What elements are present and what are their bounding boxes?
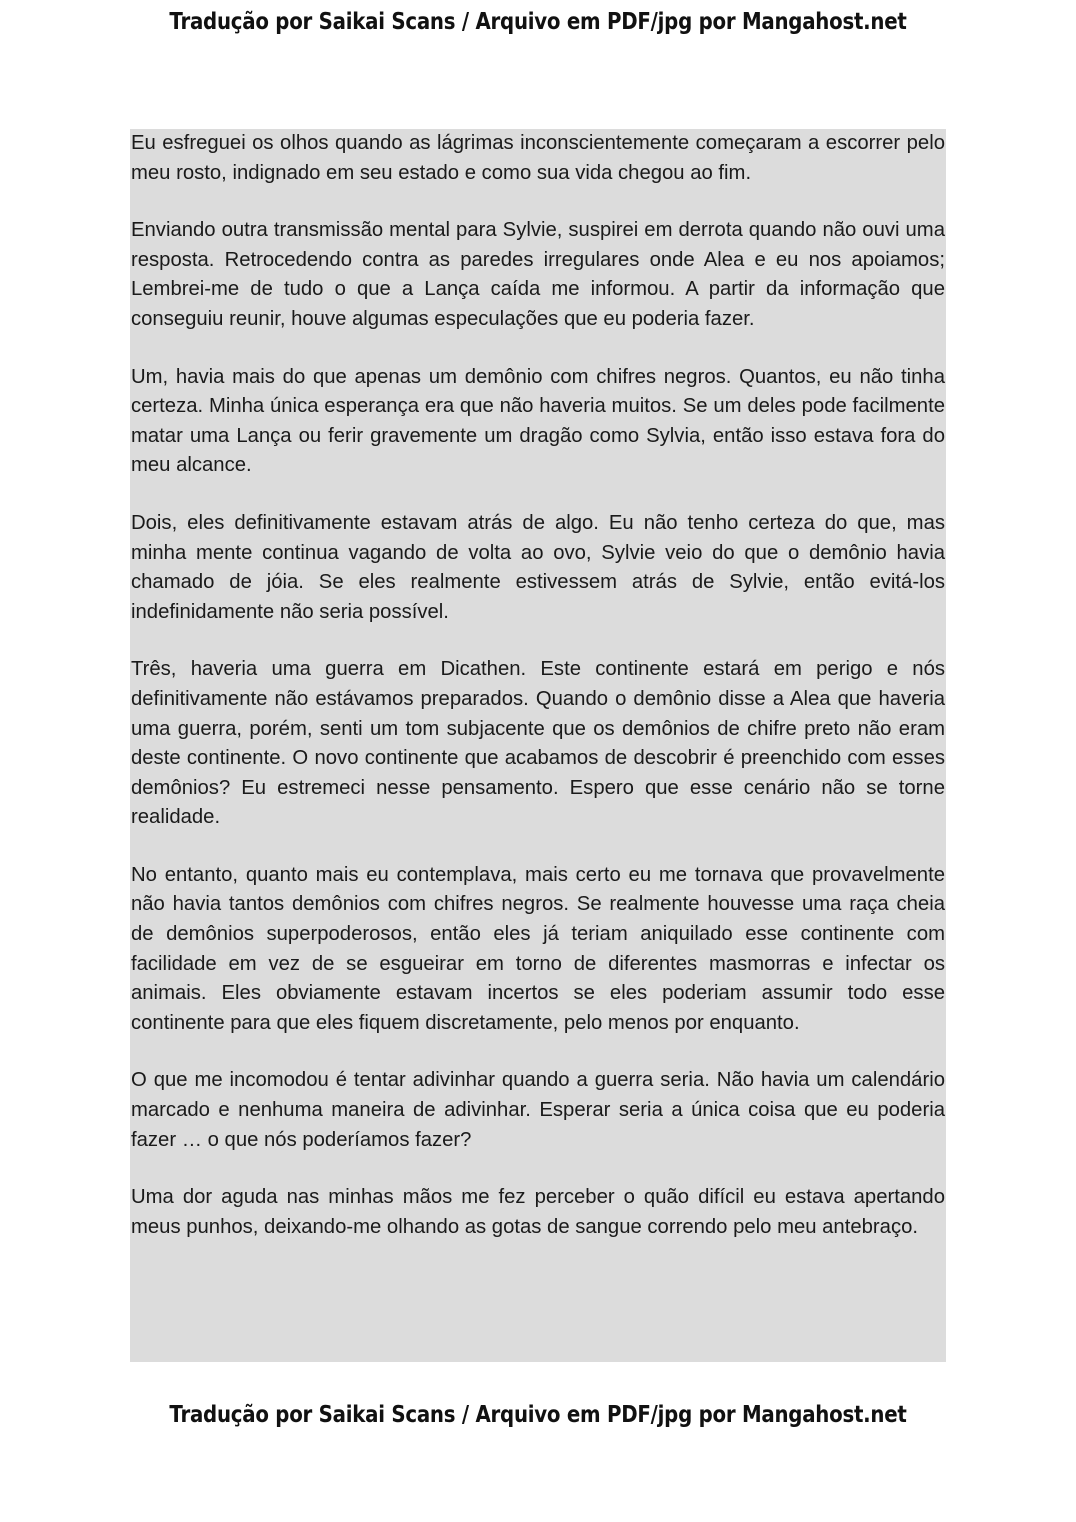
- paragraph-8: Uma dor aguda nas minhas mãos me fez perceber o quão difícil eu estava apertando meus punhos, deixando-me olhando as gotas de sangue correndo pelo meu antebraço.: [131, 1186, 945, 1238]
- text-panel: [130, 129, 946, 1362]
- paragraph-6: No entanto, quanto mais eu contemplava, mais certo eu me tornava que provavelmente não havia tantos demônios com chifres negros. Se realmente houvesse uma raça cheia de demônios superpoderosos, então eles já teriam aniquilado esse continente com facilidade em vez de se esgueirar em torno de diferentes masmorras e infectar os animais. Eles obviamente estavam incertos se eles poderiam assumir todo esse continente para que eles fiquem discretamente, pelo menos por enquanto.: [131, 863, 945, 1034]
- paragraph-7: O que me incomodou é tentar adivinhar quando a guerra seria. Não havia um calendário marcado e nenhuma maneira de adivinhar. Esperar seria a única coisa que eu poderia fazer … o que nós poderíamos fazer?: [131, 1069, 945, 1151]
- paragraph-3: Um, havia mais do que apenas um demônio com chifres negros. Quantos, eu não tinha certeza. Minha única esperança era que não haveria muitos. Se um deles pode facilmente matar uma Lança ou ferir gravemente um dragão como Sylvia, então isso estava fora do meu alcance.: [131, 365, 945, 477]
- paragraph-1: Eu esfreguei os olhos quando as lágrimas inconscientemente começaram a escorrer pelo meu rosto, indignado em seu estado e como sua vida chegou ao fim.: [131, 132, 945, 184]
- header-credit: Tradução por Saikai Scans / Arquivo em PDF/jpg por Mangahost.net: [169, 9, 907, 35]
- paragraph-2: Enviando outra transmissão mental para Sylvie, suspirei em derrota quando não ouvi uma resposta. Retrocedendo contra as paredes irregulares onde Alea e eu nos apoiamos; Lembrei-me de tudo o que a Lança caída me informou. A partir da informação que conseguiu reunir, houve algumas especulações que eu poderia fazer.: [131, 219, 945, 330]
- paragraph-4: Dois, eles definitivamente estavam atrás de algo. Eu não tenho certeza do que, mas minha mente continua vagando de volta ao ovo, Sylvie veio do que o demônio havia chamado de jóia. Se eles realmente estivessem atrás de Sylvie, então evitá-los indefinidamente não seria possível.: [131, 511, 945, 623]
- paragraph-5: Três, haveria uma guerra em Dicathen. Este continente estará em perigo e nós definitivamente não estávamos preparados. Quando o demônio disse a Alea que haveria uma guerra, porém, senti um tom subjacente que os demônios de chifre preto não eram deste continente. O novo continente que acabamos de descobrir é preenchido com esses demônios? Eu estremeci nesse pensamento. Espero que esse cenário não se torne realidade.: [131, 658, 945, 829]
- footer-credit: Tradução por Saikai Scans / Arquivo em PDF/jpg por Mangahost.net: [169, 1402, 907, 1428]
